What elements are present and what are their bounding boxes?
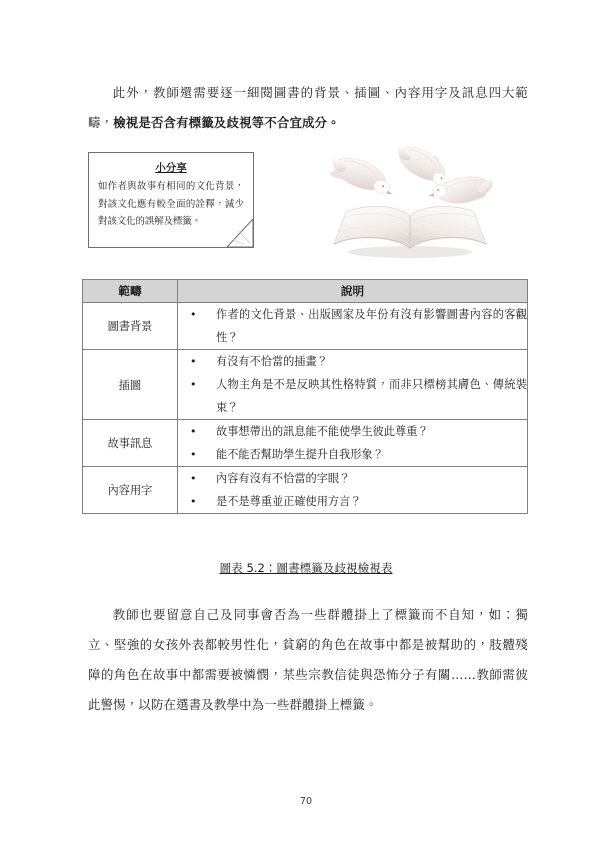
book-review-table [82, 279, 528, 514]
table-header-category: 範疇 [83, 280, 178, 303]
table-row [83, 467, 528, 514]
table-cell-category: 故事訊息 [83, 420, 178, 467]
list-item: • 人物主角是不是反映其性格特質，而非只標榜其膚色、傳統裝束？ [200, 373, 527, 419]
table-cell-category: 圖書背景 [83, 303, 178, 350]
note-box-body: 如作者與故事有相同的文化背景，對該文化應有較全面的詮釋，減少對該文化的誤解及標籤。 [98, 181, 244, 227]
table-header-description: 說明 [178, 280, 528, 303]
list-item: • 作者的文化背景、出版國家及年份有沒有影響圖書內容的客觀性？ [200, 303, 527, 349]
bullet-list [178, 420, 527, 466]
table-cell-description [178, 303, 528, 350]
bullet-list [178, 467, 527, 513]
figure-caption [0, 560, 612, 576]
page-number: 70 [299, 796, 313, 807]
table-cell-description [178, 350, 528, 420]
note-box-title: 小分享 [155, 162, 187, 174]
doves-and-open-book-icon [312, 138, 508, 260]
table-header-row [83, 280, 528, 303]
intro-paragraph [88, 78, 528, 138]
bullet-list [178, 350, 527, 419]
bullet-list [178, 303, 527, 349]
intro-paragraph-bold-text: 檢視是否含有標籤及歧視等不合宜成分。 [113, 115, 340, 130]
table-row [83, 303, 528, 350]
list-item: • 故事想帶出的訊息能不能使學生彼此尊重？ [200, 420, 527, 443]
table-row [83, 420, 528, 467]
table-cell-description [178, 467, 528, 514]
note-box [88, 152, 254, 248]
table-row [83, 350, 528, 420]
figure-caption-text: 圖表 5.2：圖書標籤及歧視檢視表 [219, 561, 393, 575]
table-cell-category: 插圖 [83, 350, 178, 420]
table-cell-description [178, 420, 528, 467]
list-item: • 有沒有不恰當的插畫？ [200, 350, 527, 373]
list-item: • 是不是尊重並正確使用方言？ [200, 490, 527, 513]
list-item: • 能不能否幫助學生提升自我形象？ [200, 443, 527, 466]
intro-paragraph-normal-text: 此外，教師還需要逐一細閱圖書的背景、插圖、內容用字及訊息四大範疇， [88, 85, 528, 130]
list-item: • 內容有沒有不恰當的字眼？ [200, 467, 527, 490]
closing-paragraph: 教師也要留意自己及同事會否為一些群體掛上了標籤而不自知，如：獨立、堅強的女孩外表都較男性化，貧窮的角色在故事中都是被幫助的，肢體殘障的角色在故事中都需要被憐憫，某些宗教信徒與恐怖分子有關……教師需彼此警惕，以防在選書及教學中為一些群體掛上標籤。 [88, 607, 528, 712]
page-curl-fold-icon [224, 218, 254, 248]
table-cell-category: 內容用字 [83, 467, 178, 514]
